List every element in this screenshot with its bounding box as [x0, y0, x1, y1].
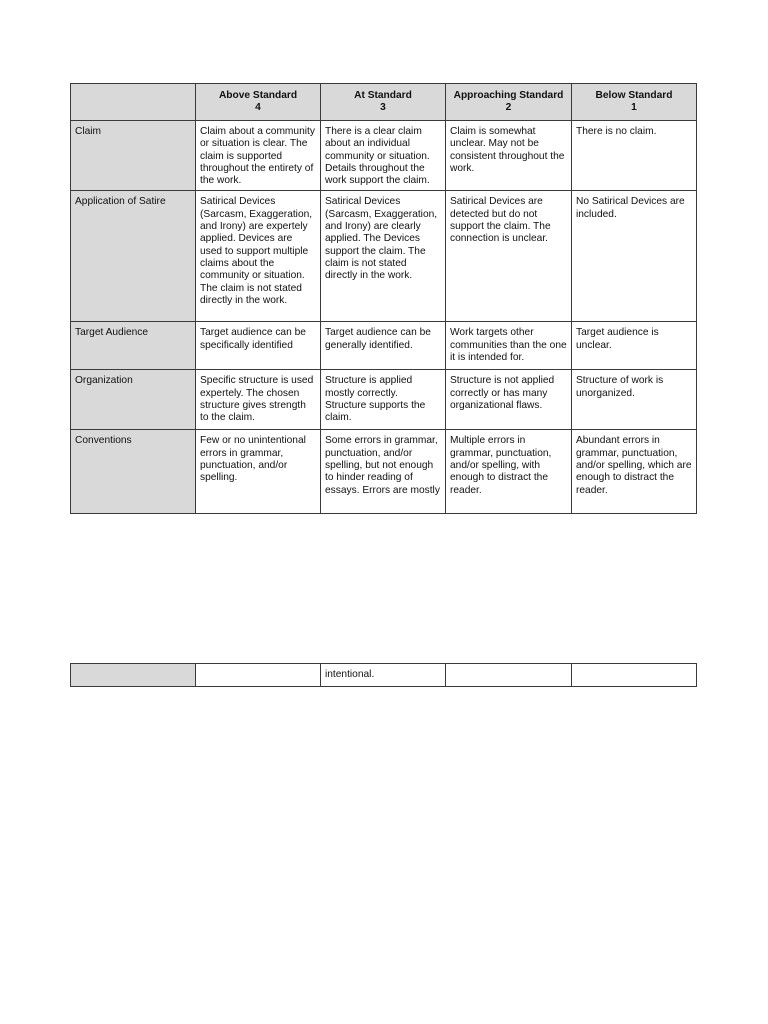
rubric-cell: No Satirical Devices are included.	[572, 191, 697, 322]
rubric-cell: There is a clear claim about an individual community or situation. Details throughout the work support the claim.	[321, 121, 446, 191]
criterion-label	[71, 664, 196, 687]
header-below-standard	[572, 84, 697, 121]
criterion-label: Organization	[71, 370, 196, 430]
level-name: Below Standard	[595, 90, 673, 101]
rubric-cell: Satirical Devices are detected but do not support the claim. The connection is unclear.	[446, 191, 572, 322]
criterion-label: Application of Satire	[71, 191, 196, 322]
rubric-cell: Satirical Devices (Sarcasm, Exaggeration, and Irony) are clearly applied. The Devices support the claim. The claim is not stated directly in the work.	[321, 191, 446, 322]
rubric-cell	[196, 664, 321, 687]
level-score: 1	[631, 102, 637, 114]
header-criterion-cell	[71, 84, 196, 121]
rubric-cell: Specific structure is used expertely. The chosen structure gives strength to the claim.	[196, 370, 321, 430]
rubric-row-application-of-satire	[71, 191, 697, 322]
rubric-cell: Abundant errors in grammar, punctuation, and/or spelling, which are enough to distract the reader.	[572, 430, 697, 514]
rubric-cell: Target audience can be specifically identified	[196, 322, 321, 370]
level-name: Above Standard	[218, 90, 298, 101]
level-score: 3	[380, 102, 386, 114]
rubric-cell: Work targets other communities than the one it is intended for.	[446, 322, 572, 370]
rubric-table-continuation	[70, 663, 697, 687]
rubric-cell: Multiple errors in grammar, punctuation, and/or spelling, with enough to distract the reader.	[446, 430, 572, 514]
rubric-cell: intentional.	[321, 664, 446, 687]
rubric-cell: Target audience is unclear.	[572, 322, 697, 370]
level-name: At Standard	[354, 90, 412, 101]
rubric-cell: Claim is somewhat unclear. May not be consistent throughout the work.	[446, 121, 572, 191]
rubric-cell: Satirical Devices (Sarcasm, Exaggeration, and Irony) are expertely applied. Devices are used to support multiple claims about the community or situation. The claim is not stated directly in the work.	[196, 191, 321, 322]
rubric-row-target-audience	[71, 322, 697, 370]
rubric-cell: Structure is applied mostly correctly. Structure supports the claim.	[321, 370, 446, 430]
rubric-cell: Few or no unintentional errors in grammar, punctuation, and/or spelling.	[196, 430, 321, 514]
rubric-cell: Structure of work is unorganized.	[572, 370, 697, 430]
header-approaching-standard	[446, 84, 572, 121]
criterion-label: Conventions	[71, 430, 196, 514]
header-above-standard	[196, 84, 321, 121]
rubric-row-organization	[71, 370, 697, 430]
rubric-row-continuation	[71, 664, 697, 687]
rubric-row-claim	[71, 121, 697, 191]
criterion-label: Target Audience	[71, 322, 196, 370]
rubric-cell: There is no claim.	[572, 121, 697, 191]
header-at-standard	[321, 84, 446, 121]
rubric-cell: Claim about a community or situation is clear. The claim is supported throughout the entirety of the work.	[196, 121, 321, 191]
rubric-cell	[446, 664, 572, 687]
rubric-header-row	[71, 84, 697, 121]
rubric-cell	[572, 664, 697, 687]
rubric-cell: Some errors in grammar, punctuation, and/or spelling, but not enough to hinder reading of essays. Errors are mostly	[321, 430, 446, 514]
level-score: 4	[255, 102, 261, 114]
level-name: Approaching Standard	[453, 90, 564, 101]
rubric-table	[70, 83, 697, 514]
rubric-row-conventions	[71, 430, 697, 514]
rubric-cell: Target audience can be generally identified.	[321, 322, 446, 370]
level-score: 2	[505, 102, 512, 114]
rubric-cell: Structure is not applied correctly or has many organizational flaws.	[446, 370, 572, 430]
criterion-label: Claim	[71, 121, 196, 191]
